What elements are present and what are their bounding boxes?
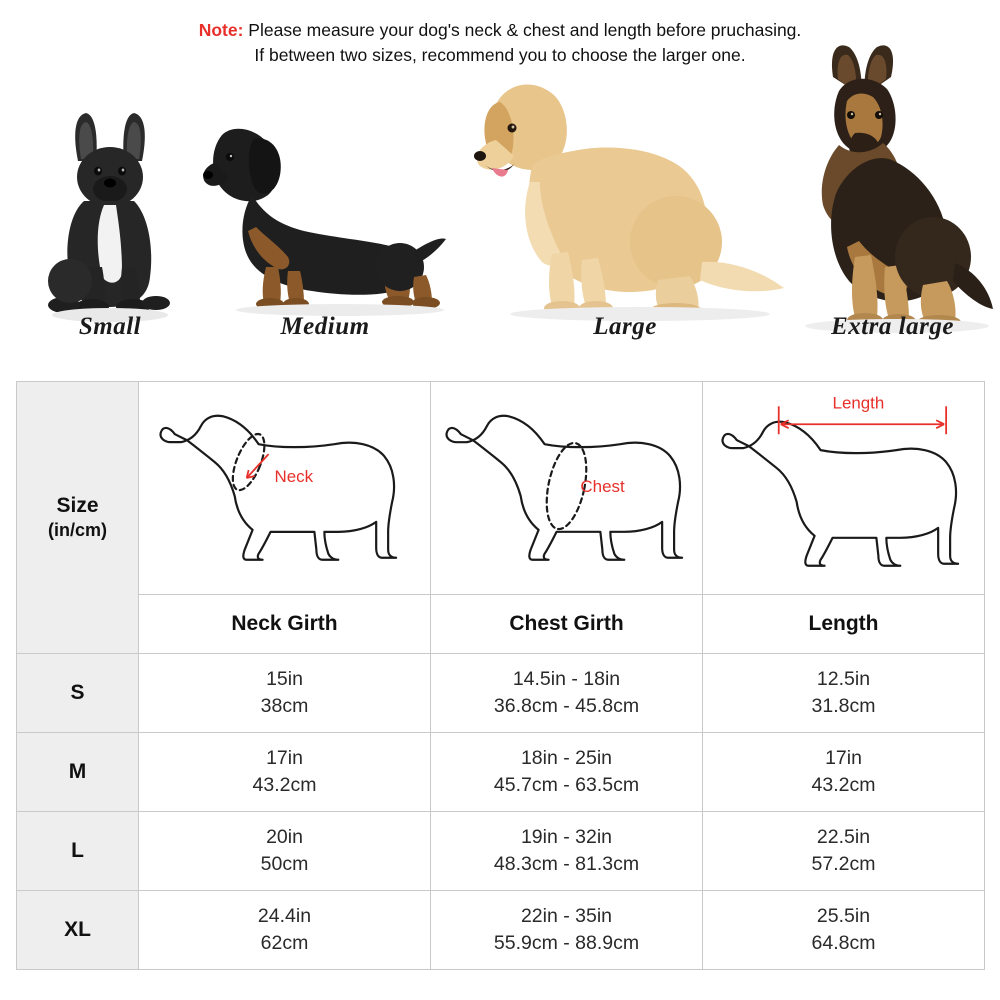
column-header-length: Length — [703, 594, 985, 653]
dog-label-large: Large — [593, 312, 657, 340]
dog-label-xlarge: Extra large — [831, 312, 954, 340]
cell-xl-length-in: 25.5in — [816, 905, 871, 928]
cell-m-neck-cm: 43.2cm — [252, 773, 317, 796]
length-diagram-cell — [703, 381, 985, 594]
cell-l-length-in: 22.5in — [816, 826, 871, 849]
cell-xl-chest — [431, 890, 703, 969]
column-header-neck: Neck Girth — [139, 594, 431, 653]
cell-s-length — [703, 653, 985, 732]
column-header-chest: Chest Girth — [431, 594, 703, 653]
cell-s-chest — [431, 653, 703, 732]
cell-xl-chest-cm: 55.9cm - 88.9cm — [493, 931, 640, 954]
cell-l-neck-in: 20in — [266, 826, 303, 849]
table-diagram-row — [17, 381, 985, 594]
table-row — [17, 732, 985, 811]
row-label-m: M — [17, 732, 139, 811]
cell-l-chest — [431, 811, 703, 890]
table-row — [17, 890, 985, 969]
length-annotation-label: Length — [832, 393, 885, 413]
dog-label-medium: Medium — [280, 312, 370, 340]
cell-s-length-in: 12.5in — [816, 668, 871, 691]
chest-diagram-icon — [431, 382, 702, 594]
size-chart-table — [16, 381, 985, 970]
size-header-units: (in/cm) — [47, 520, 107, 541]
cell-l-length-cm: 57.2cm — [811, 852, 876, 875]
cell-xl-chest-in: 22in - 35in — [520, 905, 613, 928]
cell-s-chest-cm: 36.8cm - 45.8cm — [493, 694, 640, 717]
dog-size-illustrations — [10, 75, 990, 375]
length-diagram-icon — [703, 382, 984, 594]
cell-s-neck-in: 15in — [266, 668, 303, 691]
size-header-text: Size — [56, 493, 99, 517]
cell-m-chest — [431, 732, 703, 811]
note-line-2: If between two sizes, recommend you to choose the larger one. — [254, 45, 746, 66]
cell-s-length-cm: 31.8cm — [811, 694, 876, 717]
cell-l-length — [703, 811, 985, 890]
german-shepherd-photo — [785, 41, 1000, 341]
cell-l-chest-cm: 48.3cm - 81.3cm — [493, 852, 640, 875]
row-label-l: L — [17, 811, 139, 890]
dachshund-photo — [200, 91, 450, 341]
neck-diagram-icon — [139, 382, 430, 594]
cell-xl-neck-cm: 62cm — [260, 931, 309, 954]
cell-s-chest-in: 14.5in - 18in — [512, 668, 621, 691]
note-label: Note: — [198, 20, 244, 40]
table-row — [17, 811, 985, 890]
note-line-1: Please measure your dog's neck & chest and length before pruchasing. — [248, 20, 802, 40]
size-header-cell — [17, 381, 139, 653]
cell-m-chest-in: 18in - 25in — [520, 747, 613, 770]
cell-m-length — [703, 732, 985, 811]
cell-l-neck — [139, 811, 431, 890]
cell-xl-length-cm: 64.8cm — [811, 931, 876, 954]
neck-diagram-cell — [139, 381, 431, 594]
dog-label-small: Small — [78, 312, 142, 340]
cell-m-chest-cm: 45.7cm - 63.5cm — [493, 773, 640, 796]
cell-xl-neck — [139, 890, 431, 969]
cell-m-length-in: 17in — [825, 747, 862, 770]
cell-m-neck — [139, 732, 431, 811]
chest-diagram-cell — [431, 381, 703, 594]
row-label-xl: XL — [17, 890, 139, 969]
cell-l-neck-cm: 50cm — [260, 852, 309, 875]
neck-annotation-label: Neck — [274, 466, 314, 486]
chest-annotation-label: Chest — [580, 476, 625, 496]
cell-l-chest-in: 19in - 32in — [520, 826, 613, 849]
cell-m-length-cm: 43.2cm — [811, 773, 876, 796]
row-label-s: S — [17, 653, 139, 732]
table-row — [17, 653, 985, 732]
golden-retriever-photo — [460, 56, 790, 341]
cell-xl-neck-in: 24.4in — [257, 905, 312, 928]
cell-m-neck-in: 17in — [266, 747, 303, 770]
cell-s-neck — [139, 653, 431, 732]
table-column-header-row — [17, 594, 985, 653]
french-bulldog-photo — [30, 91, 190, 341]
cell-s-neck-cm: 38cm — [260, 694, 309, 717]
cell-xl-length — [703, 890, 985, 969]
